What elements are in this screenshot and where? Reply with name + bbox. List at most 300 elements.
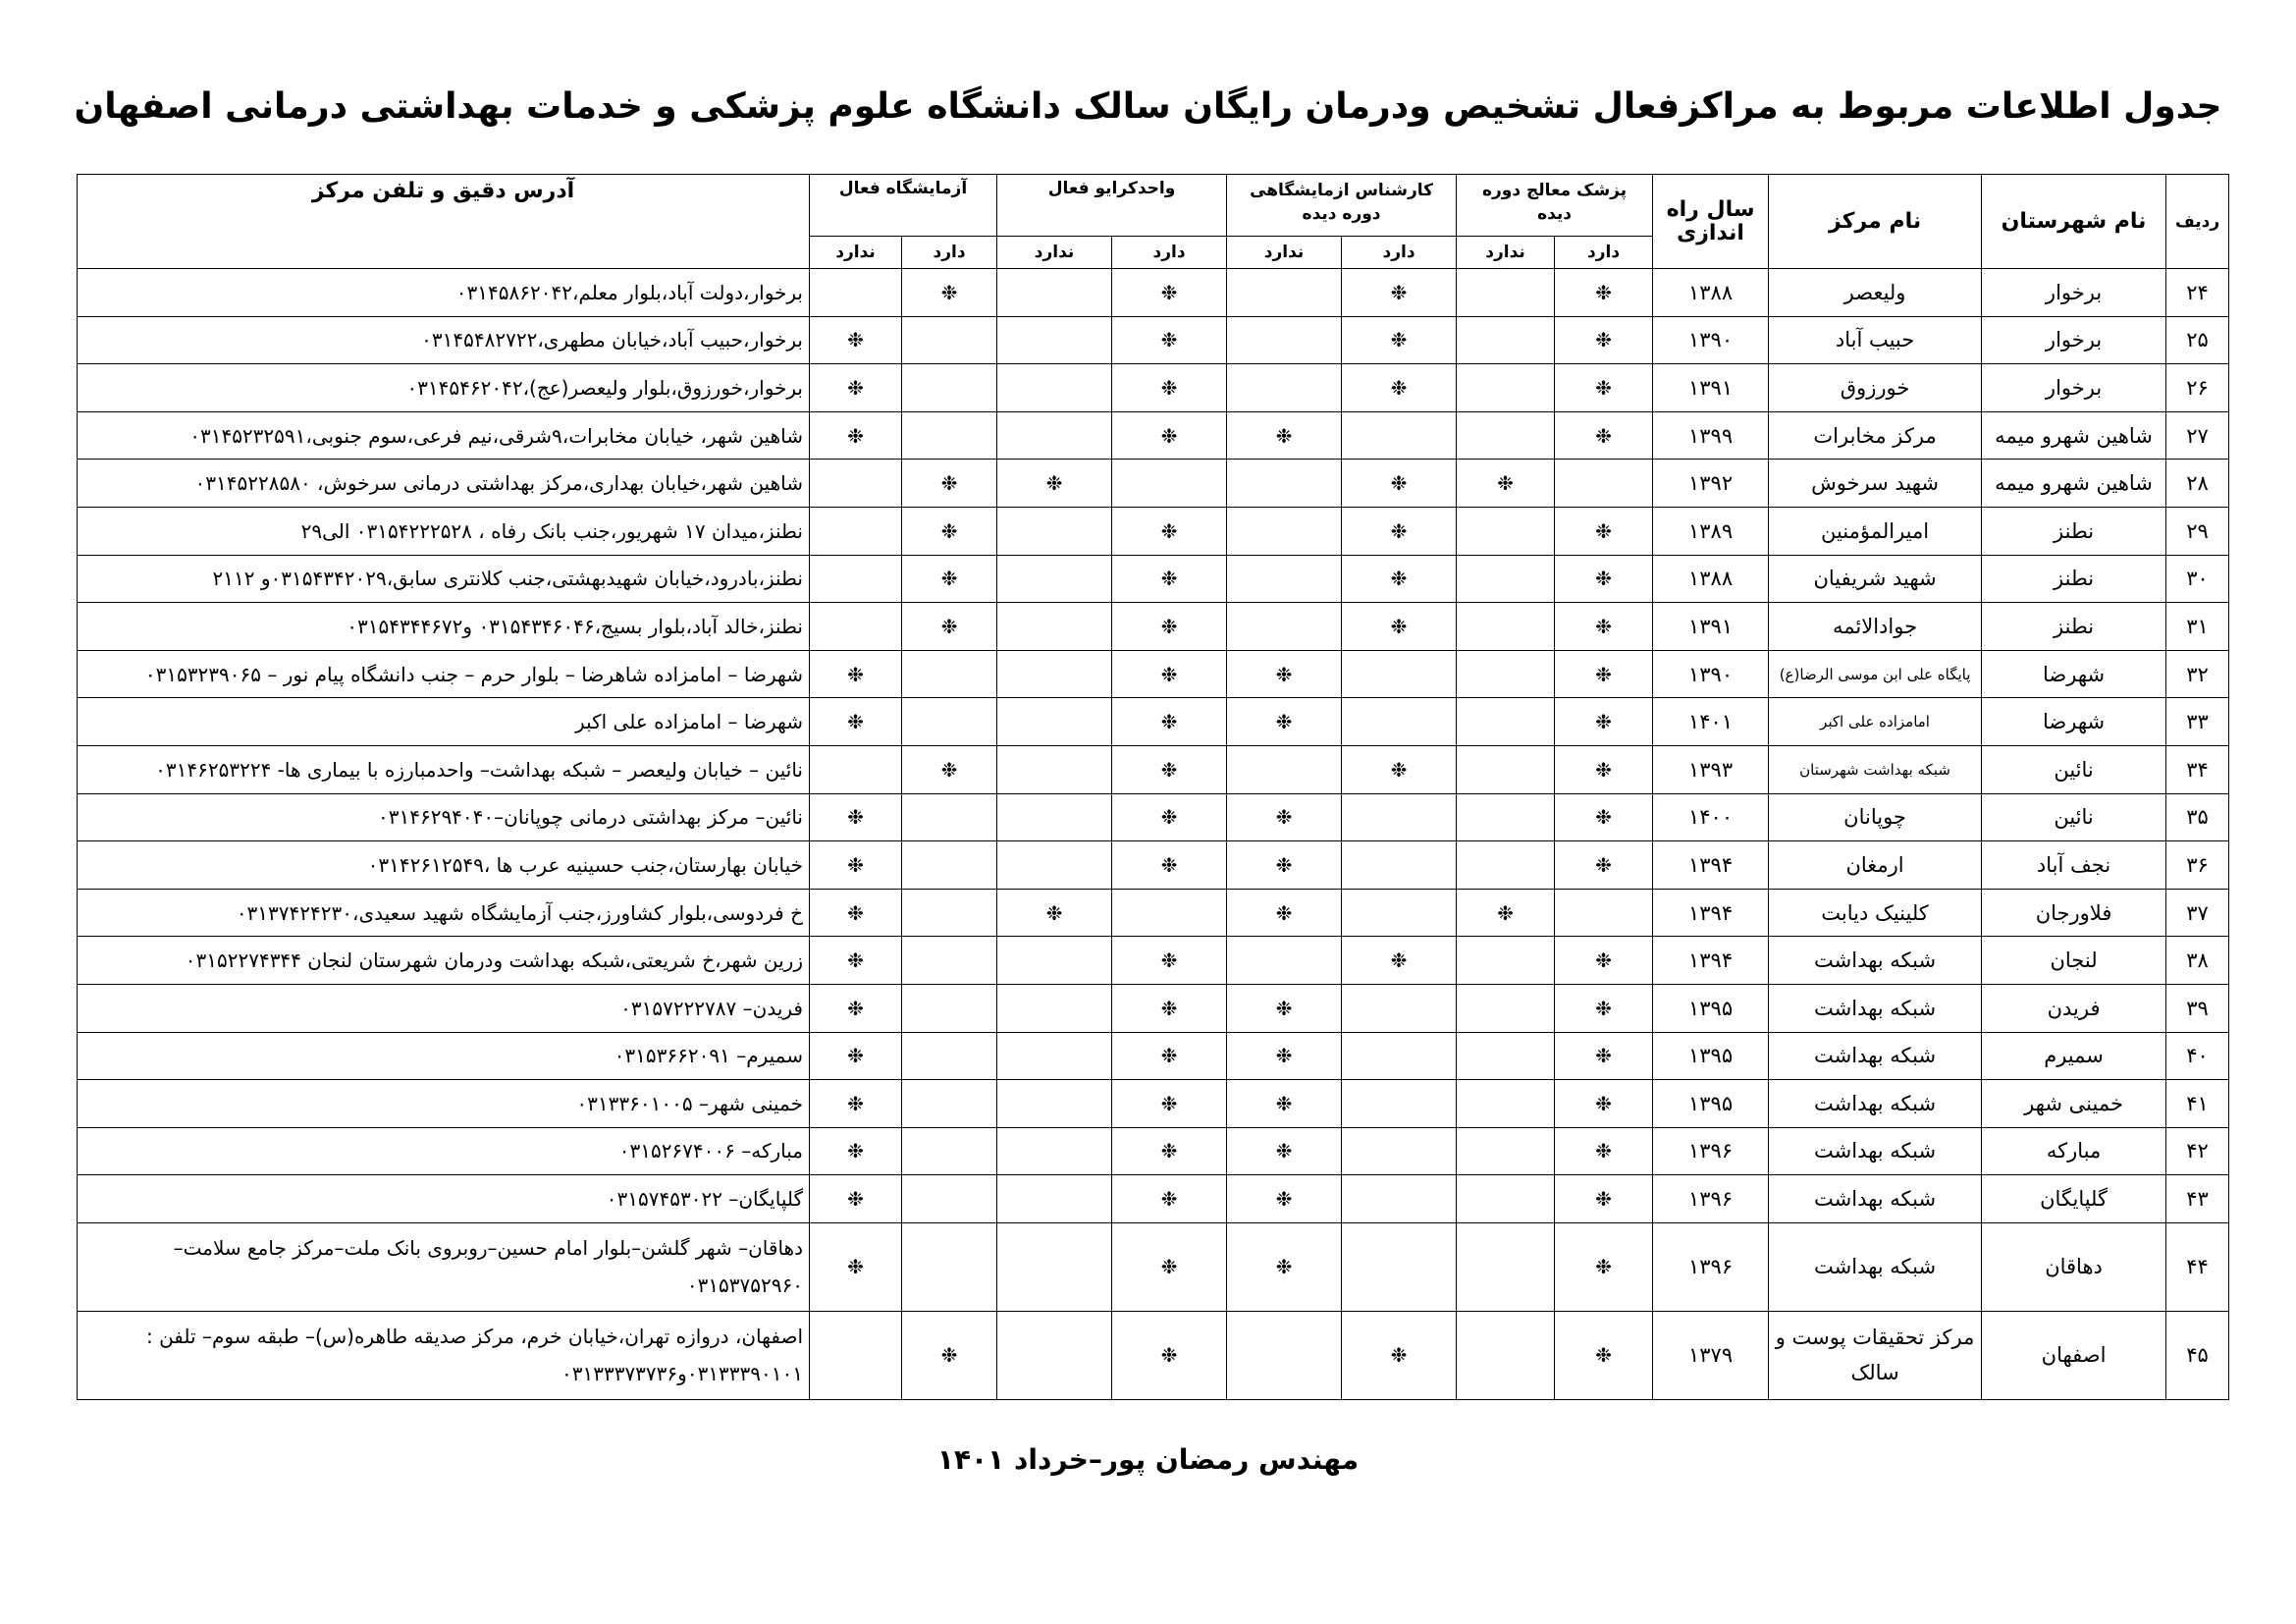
table-row	[78, 1032, 2229, 1080]
cryo-has-cell: ❉	[1112, 937, 1227, 985]
county-cell: مبارکه	[1982, 1127, 2166, 1175]
header-lab-has-not: ندارد	[810, 237, 902, 269]
cryo-has-cell: ❉	[1112, 745, 1227, 793]
launch-year-cell: ۱۳۹۲	[1653, 460, 1769, 508]
lab-has-not-cell: ❉	[810, 889, 902, 937]
address-cell: نائین– مرکز بهداشتی درمانی چوپانان–۰۳۱۴۶۲۹۴۰۴۰	[78, 793, 810, 841]
lab-expert-has-cell: ❉	[1342, 1311, 1457, 1399]
center-name-cell: کلینیک دیابت	[1769, 889, 1982, 937]
doctor-has-not-cell	[1457, 1311, 1555, 1399]
center-name-cell: حبیب آباد	[1769, 316, 1982, 364]
lab-expert-has-cell	[1342, 984, 1457, 1032]
lab-expert-has-cell	[1342, 1127, 1457, 1175]
table-row	[78, 698, 2229, 746]
doctor-has-not-cell	[1457, 841, 1555, 890]
launch-year-cell: ۱۳۹۵	[1653, 1032, 1769, 1080]
cryo-has-not-cell	[997, 411, 1112, 460]
center-name-cell: شبکه بهداشت	[1769, 937, 1982, 985]
header-year: سال راه اندازی	[1653, 175, 1769, 269]
center-name-cell: خورزوق	[1769, 364, 1982, 412]
lab-has-not-cell	[810, 460, 902, 508]
header-cryo-has-not: ندارد	[997, 237, 1112, 269]
lab-has-cell	[902, 1222, 997, 1311]
county-cell: نطنز	[1982, 507, 2166, 555]
doctor-has-cell: ❉	[1555, 555, 1653, 603]
cryo-has-cell: ❉	[1112, 984, 1227, 1032]
doctor-has-cell: ❉	[1555, 411, 1653, 460]
lab-expert-has-cell: ❉	[1342, 555, 1457, 603]
row-number-cell: ۲۸	[2166, 460, 2229, 508]
center-name-cell: شبکه بهداشت	[1769, 984, 1982, 1032]
cryo-has-cell: ❉	[1112, 555, 1227, 603]
center-name-cell: شبکه بهداشت	[1769, 1080, 1982, 1128]
lab-expert-has-cell: ❉	[1342, 745, 1457, 793]
cryo-has-not-cell	[997, 937, 1112, 985]
launch-year-cell: ۱۳۹۴	[1653, 889, 1769, 937]
doctor-has-cell: ❉	[1555, 1311, 1653, 1399]
county-cell: شاهین شهرو میمه	[1982, 460, 2166, 508]
cryo-has-cell: ❉	[1112, 1175, 1227, 1223]
county-cell: لنجان	[1982, 937, 2166, 985]
lab-expert-has-cell: ❉	[1342, 316, 1457, 364]
center-name-cell: امامزاده علی اکبر	[1769, 698, 1982, 746]
lab-has-not-cell	[810, 269, 902, 317]
address-cell: برخوار،خورزوق،بلوار ولیعصر(عج)،۰۳۱۴۵۴۶۲۰۴۲	[78, 364, 810, 412]
doctor-has-not-cell	[1457, 364, 1555, 412]
doctor-has-not-cell	[1457, 1175, 1555, 1223]
doctor-has-cell: ❉	[1555, 937, 1653, 985]
lab-expert-has-not-cell	[1227, 507, 1342, 555]
row-number-cell: ۳۷	[2166, 889, 2229, 937]
doctor-has-not-cell	[1457, 745, 1555, 793]
lab-expert-has-cell	[1342, 841, 1457, 890]
lab-has-cell	[902, 984, 997, 1032]
table-row	[78, 841, 2229, 890]
cryo-has-not-cell: ❉	[997, 889, 1112, 937]
address-cell: خ فردوسی،بلوار کشاورز،جنب آزمایشگاه شهید سعیدی،۰۳۱۳۷۴۲۴۲۳۰	[78, 889, 810, 937]
row-number-cell: ۳۹	[2166, 984, 2229, 1032]
lab-expert-has-cell: ❉	[1342, 507, 1457, 555]
launch-year-cell: ۱۳۹۰	[1653, 316, 1769, 364]
cryo-has-not-cell	[997, 507, 1112, 555]
address-cell: خمینی شهر– ۰۳۱۳۳۶۰۱۰۰۵	[78, 1080, 810, 1128]
lab-expert-has-not-cell: ❉	[1227, 1080, 1342, 1128]
row-number-cell: ۴۲	[2166, 1127, 2229, 1175]
address-cell: شهرضا – امامزاده علی اکبر	[78, 698, 810, 746]
footer-signature: مهندس رمضان پور–خرداد ۱۴۰۱	[936, 1443, 1360, 1476]
center-name-cell: مرکز مخابرات	[1769, 411, 1982, 460]
lab-expert-has-not-cell	[1227, 364, 1342, 412]
center-name-cell: جوادالائمه	[1769, 603, 1982, 651]
lab-expert-has-not-cell: ❉	[1227, 841, 1342, 890]
address-cell: نائین – خیابان ولیعصر – شبکه بهداشت– واحدمبارزه با بیماری ها- ۰۳۱۴۶۲۵۳۲۲۴	[78, 745, 810, 793]
doctor-has-not-cell	[1457, 984, 1555, 1032]
address-cell: نطنز،بادرود،خیابان شهیدبهشتی،جنب کلانتری سابق،۰۳۱۵۴۳۴۲۰۲۹و ۲۱۱۲	[78, 555, 810, 603]
doctor-has-cell	[1555, 889, 1653, 937]
county-cell: نطنز	[1982, 603, 2166, 651]
table-row	[78, 889, 2229, 937]
address-cell: نطنز،خالد آباد،بلوار بسیج،۰۳۱۵۴۳۴۶۰۴۶ و۰۳۱۵۴۳۴۴۶۷۲	[78, 603, 810, 651]
row-number-cell: ۳۵	[2166, 793, 2229, 841]
header-lab-expert-has-not: ندارد	[1227, 237, 1342, 269]
lab-has-not-cell: ❉	[810, 1080, 902, 1128]
cryo-has-cell: ❉	[1112, 793, 1227, 841]
lab-expert-has-cell	[1342, 1032, 1457, 1080]
cryo-has-cell: ❉	[1112, 1127, 1227, 1175]
lab-expert-has-not-cell: ❉	[1227, 889, 1342, 937]
lab-expert-has-cell: ❉	[1342, 460, 1457, 508]
header-county: نام شهرستان	[1982, 175, 2166, 269]
address-cell: خیابان بهارستان،جنب حسینیه عرب ها ،۰۳۱۴۲۶۱۲۵۴۹	[78, 841, 810, 890]
launch-year-cell: ۱۳۷۹	[1653, 1311, 1769, 1399]
cryo-has-not-cell	[997, 555, 1112, 603]
row-number-cell: ۴۰	[2166, 1032, 2229, 1080]
cryo-has-not-cell: ❉	[997, 460, 1112, 508]
table-row	[78, 364, 2229, 412]
center-name-cell: شهید سرخوش	[1769, 460, 1982, 508]
address-cell: شاهین شهر،خیابان بهداری،مرکز بهداشتی درمانی سرخوش، ۰۳۱۴۵۲۲۸۵۸۰	[78, 460, 810, 508]
doctor-has-not-cell	[1457, 316, 1555, 364]
cryo-has-not-cell	[997, 745, 1112, 793]
lab-expert-has-not-cell	[1227, 937, 1342, 985]
center-name-cell: چوپانان	[1769, 793, 1982, 841]
lab-has-not-cell: ❉	[810, 698, 902, 746]
launch-year-cell: ۱۳۹۶	[1653, 1127, 1769, 1175]
address-cell: برخوار،حبیب آباد،خیابان مطهری،۰۳۱۴۵۴۸۲۷۲۲	[78, 316, 810, 364]
lab-expert-has-not-cell	[1227, 603, 1342, 651]
lab-expert-has-cell	[1342, 650, 1457, 698]
lab-has-cell	[902, 1175, 997, 1223]
doctor-has-not-cell	[1457, 1127, 1555, 1175]
launch-year-cell: ۱۳۸۹	[1653, 507, 1769, 555]
doctor-has-cell	[1555, 460, 1653, 508]
table-row	[78, 650, 2229, 698]
lab-expert-has-not-cell: ❉	[1227, 793, 1342, 841]
header-address: آدرس دقیق و تلفن مرکز	[78, 175, 810, 269]
lab-has-not-cell: ❉	[810, 364, 902, 412]
doctor-has-not-cell	[1457, 937, 1555, 985]
county-cell: نجف آباد	[1982, 841, 2166, 890]
lab-has-cell	[902, 1032, 997, 1080]
doctor-has-not-cell	[1457, 793, 1555, 841]
lab-has-not-cell: ❉	[810, 1175, 902, 1223]
lab-has-cell	[902, 841, 997, 890]
center-name-cell: ارمغان	[1769, 841, 1982, 890]
row-number-cell: ۴۳	[2166, 1175, 2229, 1223]
address-cell: شهرضا – امامزاده شاهرضا – بلوار حرم – جنب دانشگاه پیام نور – ۰۳۱۵۳۲۳۹۰۶۵	[78, 650, 810, 698]
launch-year-cell: ۱۳۹۳	[1653, 745, 1769, 793]
lab-expert-has-not-cell: ❉	[1227, 411, 1342, 460]
lab-has-cell	[902, 698, 997, 746]
center-name-cell: شبکه بهداشت	[1769, 1175, 1982, 1223]
doctor-has-cell: ❉	[1555, 1032, 1653, 1080]
lab-has-not-cell: ❉	[810, 984, 902, 1032]
lab-expert-has-not-cell	[1227, 745, 1342, 793]
address-cell: شاهین شهر، خیابان مخابرات،۹شرقی،نیم فرعی،سوم جنوبی،۰۳۱۴۵۲۳۲۵۹۱	[78, 411, 810, 460]
launch-year-cell: ۱۳۹۱	[1653, 603, 1769, 651]
lab-has-cell: ❉	[902, 269, 997, 317]
launch-year-cell: ۱۳۹۵	[1653, 984, 1769, 1032]
county-cell: گلپایگان	[1982, 1175, 2166, 1223]
cryo-has-cell: ❉	[1112, 650, 1227, 698]
cryo-has-not-cell	[997, 650, 1112, 698]
doctor-has-not-cell	[1457, 698, 1555, 746]
doctor-has-not-cell	[1457, 1222, 1555, 1311]
cryo-has-not-cell	[997, 1222, 1112, 1311]
lab-expert-has-not-cell	[1227, 269, 1342, 317]
doctor-has-cell: ❉	[1555, 1222, 1653, 1311]
launch-year-cell: ۱۳۹۴	[1653, 937, 1769, 985]
lab-has-cell	[902, 937, 997, 985]
cryo-has-not-cell	[997, 603, 1112, 651]
county-cell: برخوار	[1982, 269, 2166, 317]
lab-has-cell	[902, 793, 997, 841]
address-cell: برخوار،دولت آباد،بلوار معلم،۰۳۱۴۵۸۶۲۰۴۲	[78, 269, 810, 317]
cryo-has-cell: ❉	[1112, 316, 1227, 364]
centers-table	[77, 174, 2229, 1400]
header-doctor-has-not: ندارد	[1457, 237, 1555, 269]
county-cell: سمیرم	[1982, 1032, 2166, 1080]
launch-year-cell: ۱۳۸۸	[1653, 269, 1769, 317]
lab-has-not-cell	[810, 745, 902, 793]
table-row	[78, 507, 2229, 555]
doctor-has-cell: ❉	[1555, 984, 1653, 1032]
doctor-has-cell: ❉	[1555, 650, 1653, 698]
header-lab-expert-has: دارد	[1342, 237, 1457, 269]
cryo-has-not-cell	[997, 793, 1112, 841]
address-cell: نطنز،میدان ۱۷ شهریور،جنب بانک رفاه ، ۰۳۱۵۴۲۲۲۵۲۸ الی۲۹	[78, 507, 810, 555]
table-row	[78, 745, 2229, 793]
table-row	[78, 1311, 2229, 1399]
doctor-has-not-cell	[1457, 1080, 1555, 1128]
lab-has-not-cell: ❉	[810, 1222, 902, 1311]
table-row	[78, 460, 2229, 508]
lab-expert-has-not-cell	[1227, 555, 1342, 603]
cryo-has-not-cell	[997, 841, 1112, 890]
address-cell: دهاقان– شهر گلشن–بلوار امام حسین–روبروی بانک ملت–مرکز جامع سلامت– ۰۳۱۵۳۷۵۲۹۶۰	[78, 1222, 810, 1311]
cryo-has-not-cell	[997, 269, 1112, 317]
cryo-has-not-cell	[997, 1032, 1112, 1080]
doctor-has-not-cell: ❉	[1457, 460, 1555, 508]
cryo-has-not-cell	[997, 316, 1112, 364]
cryo-has-not-cell	[997, 698, 1112, 746]
doctor-has-not-cell	[1457, 1032, 1555, 1080]
lab-expert-has-cell	[1342, 1080, 1457, 1128]
county-cell: فلاورجان	[1982, 889, 2166, 937]
lab-has-not-cell	[810, 603, 902, 651]
lab-expert-has-cell	[1342, 793, 1457, 841]
county-cell: اصفهان	[1982, 1311, 2166, 1399]
header-row-number: ردیف	[2166, 175, 2229, 269]
lab-expert-has-not-cell: ❉	[1227, 1127, 1342, 1175]
county-cell: شهرضا	[1982, 698, 2166, 746]
cryo-has-cell: ❉	[1112, 269, 1227, 317]
cryo-has-cell: ❉	[1112, 698, 1227, 746]
lab-expert-has-not-cell	[1227, 316, 1342, 364]
cryo-has-cell	[1112, 460, 1227, 508]
table-body	[78, 269, 2229, 1400]
lab-expert-has-cell: ❉	[1342, 364, 1457, 412]
launch-year-cell: ۱۳۹۶	[1653, 1222, 1769, 1311]
county-cell: شهرضا	[1982, 650, 2166, 698]
row-number-cell: ۳۳	[2166, 698, 2229, 746]
doctor-has-cell: ❉	[1555, 364, 1653, 412]
table-row	[78, 937, 2229, 985]
doctor-has-cell: ❉	[1555, 841, 1653, 890]
lab-has-not-cell: ❉	[810, 316, 902, 364]
cryo-has-not-cell	[997, 984, 1112, 1032]
row-number-cell: ۳۴	[2166, 745, 2229, 793]
lab-expert-has-cell: ❉	[1342, 269, 1457, 317]
cryo-has-not-cell	[997, 1127, 1112, 1175]
table-row	[78, 1127, 2229, 1175]
lab-expert-has-cell: ❉	[1342, 603, 1457, 651]
header-center: نام مرکز	[1769, 175, 1982, 269]
cryo-has-cell: ❉	[1112, 1311, 1227, 1399]
lab-expert-has-cell: ❉	[1342, 937, 1457, 985]
table-row	[78, 1222, 2229, 1311]
lab-has-not-cell: ❉	[810, 650, 902, 698]
cryo-has-cell: ❉	[1112, 507, 1227, 555]
row-number-cell: ۳۶	[2166, 841, 2229, 890]
launch-year-cell: ۱۳۹۶	[1653, 1175, 1769, 1223]
cryo-has-not-cell	[997, 364, 1112, 412]
row-number-cell: ۲۹	[2166, 507, 2229, 555]
doctor-has-not-cell	[1457, 555, 1555, 603]
row-number-cell: ۳۰	[2166, 555, 2229, 603]
lab-expert-has-cell	[1342, 411, 1457, 460]
doctor-has-not-cell	[1457, 650, 1555, 698]
cryo-has-cell: ❉	[1112, 603, 1227, 651]
cryo-has-cell: ❉	[1112, 1222, 1227, 1311]
lab-expert-has-not-cell	[1227, 1311, 1342, 1399]
lab-has-cell	[902, 364, 997, 412]
county-cell: فریدن	[1982, 984, 2166, 1032]
doctor-has-cell: ❉	[1555, 603, 1653, 651]
doctor-has-cell: ❉	[1555, 1127, 1653, 1175]
lab-has-not-cell	[810, 507, 902, 555]
lab-expert-has-not-cell	[1227, 460, 1342, 508]
center-name-cell: ولیعصر	[1769, 269, 1982, 317]
county-cell: برخوار	[1982, 364, 2166, 412]
center-name-cell: شبکه بهداشت شهرستان	[1769, 745, 1982, 793]
launch-year-cell: ۱۴۰۱	[1653, 698, 1769, 746]
doctor-has-cell: ❉	[1555, 507, 1653, 555]
cryo-has-cell: ❉	[1112, 364, 1227, 412]
doctor-has-not-cell	[1457, 603, 1555, 651]
header-cryo: واحدکرایو فعال	[997, 175, 1227, 237]
row-number-cell: ۳۱	[2166, 603, 2229, 651]
lab-has-cell: ❉	[902, 1311, 997, 1399]
center-name-cell: شهید شریفیان	[1769, 555, 1982, 603]
cryo-has-not-cell	[997, 1175, 1112, 1223]
cryo-has-cell: ❉	[1112, 1032, 1227, 1080]
address-cell: زرین شهر،خ شریعتی،شبکه بهداشت ودرمان شهرستان لنجان ۰۳۱۵۲۲۷۴۳۴۴	[78, 937, 810, 985]
doctor-has-cell: ❉	[1555, 1080, 1653, 1128]
launch-year-cell: ۱۴۰۰	[1653, 793, 1769, 841]
lab-expert-has-not-cell: ❉	[1227, 1175, 1342, 1223]
table-row	[78, 984, 2229, 1032]
doctor-has-not-cell	[1457, 411, 1555, 460]
table-row	[78, 411, 2229, 460]
lab-has-cell	[902, 650, 997, 698]
lab-expert-has-cell	[1342, 889, 1457, 937]
row-number-cell: ۲۵	[2166, 316, 2229, 364]
address-cell: فریدن– ۰۳۱۵۷۲۲۲۷۸۷	[78, 984, 810, 1032]
county-cell: دهاقان	[1982, 1222, 2166, 1311]
center-name-cell: پایگاه علی ابن موسی الرضا(ع)	[1769, 650, 1982, 698]
address-cell: مبارکه– ۰۳۱۵۲۶۷۴۰۰۶	[78, 1127, 810, 1175]
table-row	[78, 555, 2229, 603]
lab-has-cell: ❉	[902, 460, 997, 508]
launch-year-cell: ۱۳۹۴	[1653, 841, 1769, 890]
header-cryo-has: دارد	[1112, 237, 1227, 269]
row-number-cell: ۲۶	[2166, 364, 2229, 412]
row-number-cell: ۳۸	[2166, 937, 2229, 985]
lab-has-cell	[902, 1127, 997, 1175]
doctor-has-cell: ❉	[1555, 698, 1653, 746]
lab-has-not-cell	[810, 555, 902, 603]
header-lab-expert: کارشناس ازمایشگاهی دوره دیده	[1227, 175, 1457, 237]
cryo-has-cell: ❉	[1112, 411, 1227, 460]
cryo-has-cell: ❉	[1112, 841, 1227, 890]
doctor-has-cell: ❉	[1555, 316, 1653, 364]
launch-year-cell: ۱۳۹۰	[1653, 650, 1769, 698]
row-number-cell: ۲۴	[2166, 269, 2229, 317]
lab-expert-has-not-cell: ❉	[1227, 1222, 1342, 1311]
cryo-has-cell	[1112, 889, 1227, 937]
center-name-cell: شبکه بهداشت	[1769, 1222, 1982, 1311]
doctor-has-cell: ❉	[1555, 1175, 1653, 1223]
table-row	[78, 1080, 2229, 1128]
doctor-has-not-cell	[1457, 269, 1555, 317]
lab-has-cell	[902, 411, 997, 460]
lab-expert-has-not-cell: ❉	[1227, 1032, 1342, 1080]
lab-expert-has-not-cell: ❉	[1227, 984, 1342, 1032]
center-name-cell: مرکز تحقیقات پوست و سالک	[1769, 1311, 1982, 1399]
lab-expert-has-not-cell: ❉	[1227, 650, 1342, 698]
doctor-has-cell: ❉	[1555, 793, 1653, 841]
lab-has-cell	[902, 316, 997, 364]
row-number-cell: ۲۷	[2166, 411, 2229, 460]
lab-has-not-cell: ❉	[810, 937, 902, 985]
doctor-has-not-cell: ❉	[1457, 889, 1555, 937]
launch-year-cell: ۱۳۹۹	[1653, 411, 1769, 460]
address-cell: گلپایگان– ۰۳۱۵۷۴۵۳۰۲۲	[78, 1175, 810, 1223]
launch-year-cell: ۱۳۸۸	[1653, 555, 1769, 603]
table-row	[78, 1175, 2229, 1223]
cryo-has-cell: ❉	[1112, 1080, 1227, 1128]
doctor-has-cell: ❉	[1555, 269, 1653, 317]
center-name-cell: شبکه بهداشت	[1769, 1127, 1982, 1175]
center-name-cell: شبکه بهداشت	[1769, 1032, 1982, 1080]
doctor-has-cell: ❉	[1555, 745, 1653, 793]
lab-has-not-cell: ❉	[810, 1032, 902, 1080]
table-row	[78, 603, 2229, 651]
lab-has-cell: ❉	[902, 555, 997, 603]
lab-has-cell	[902, 1080, 997, 1128]
county-cell: شاهین شهرو میمه	[1982, 411, 2166, 460]
header-doctor-has: دارد	[1555, 237, 1653, 269]
county-cell: نائین	[1982, 793, 2166, 841]
launch-year-cell: ۱۳۹۱	[1653, 364, 1769, 412]
cryo-has-not-cell	[997, 1080, 1112, 1128]
lab-has-not-cell: ❉	[810, 1127, 902, 1175]
table-row	[78, 793, 2229, 841]
lab-expert-has-cell	[1342, 1175, 1457, 1223]
launch-year-cell: ۱۳۹۵	[1653, 1080, 1769, 1128]
lab-has-cell: ❉	[902, 603, 997, 651]
